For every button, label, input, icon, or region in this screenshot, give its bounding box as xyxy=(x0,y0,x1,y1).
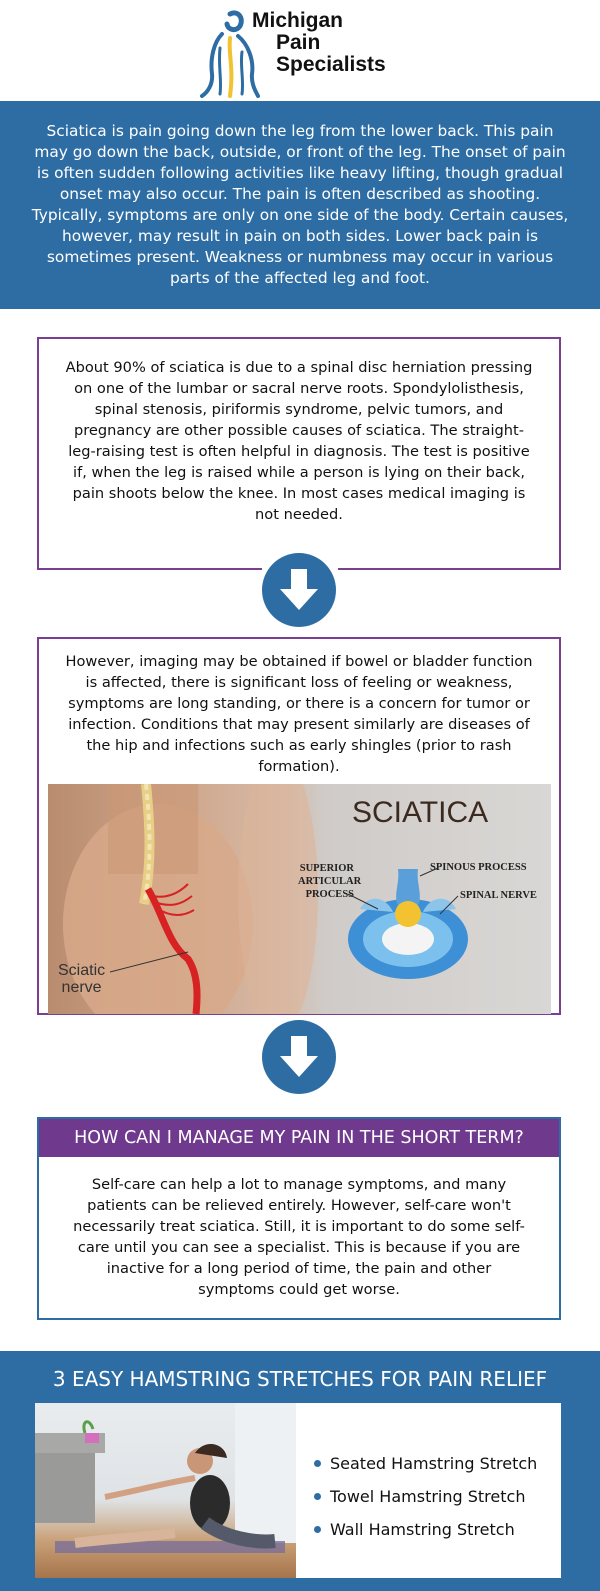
brand-logo xyxy=(200,8,420,100)
causes-text: About 90% of sciatica is due to a spinal disc herniation pressing on one of the lumbar or sacral nerve roots. Spondylolisthesis, spinal stenosis, piriformis syndrome, pelvic tumors, and pregnancy are other possible causes of sciatica. The straight-leg-raising test is often helpful in diagnosis. The test is positive if, when the leg is raised while a person is lying on their back, pain shoots below the knee. In most cases medical imaging is not needed. xyxy=(65,359,533,523)
label-spinous-process: SPINOUS PROCESS xyxy=(430,862,527,873)
list-item xyxy=(310,1513,537,1546)
illustration-title: SCIATICA xyxy=(352,796,489,829)
logo-wordmark xyxy=(252,10,386,76)
bullet-icon xyxy=(314,1526,321,1533)
sciatica-illustration xyxy=(48,784,551,1014)
stretch-item-label: Towel Hamstring Stretch xyxy=(330,1487,526,1506)
stretches-heading: 3 EASY HAMSTRING STRETCHES FOR PAIN RELIEF xyxy=(52,1367,548,1391)
label-process: PROCESS xyxy=(305,889,354,900)
stretches-section xyxy=(0,1351,600,1591)
stretches-list-panel xyxy=(296,1403,561,1578)
bullet-icon xyxy=(314,1460,321,1467)
label-superior-articular-process xyxy=(298,862,362,901)
label-superior: SUPERIOR xyxy=(299,863,354,874)
label-sciatic-line1: Sciatic xyxy=(58,962,106,979)
causes-box xyxy=(37,337,561,570)
stretching-woman-photo xyxy=(35,1403,296,1578)
intro-text: Sciatica is pain going down the leg from the lower back. This pain may go down the back, outside, or front of the leg. The onset of pain is often sudden following activities like heavy lifting, though gradual onset may also occur. The pain is often described as shooting. Typically, symptoms are only on one side of the body. Certain causes, however, may result in pain on both sides. Lower back pain is sometimes present. Weakness or numbness may occur in various parts of the affected leg and foot. xyxy=(31,122,569,287)
label-articular: ARTICULAR xyxy=(298,876,362,887)
manage-pain-box xyxy=(37,1117,561,1320)
stretch-item-label: Wall Hamstring Stretch xyxy=(330,1520,515,1539)
stretch-item-label: Seated Hamstring Stretch xyxy=(330,1454,538,1473)
arrow-down-icon xyxy=(262,553,336,627)
list-item xyxy=(310,1447,537,1480)
bullet-icon xyxy=(314,1493,321,1500)
label-sciatic-line2: nerve xyxy=(61,979,102,996)
logo-figure-icon xyxy=(200,8,260,100)
manage-pain-heading: HOW CAN I MANAGE MY PAIN IN THE SHORT TERM? xyxy=(39,1119,559,1157)
logo-line3: Specialists xyxy=(276,53,386,76)
label-spinal-nerve: SPINAL NERVE xyxy=(460,890,537,901)
intro-section xyxy=(0,101,600,309)
label-sciatic-nerve xyxy=(58,962,105,996)
logo-line1: Michigan xyxy=(252,9,344,32)
logo-line2: Pain xyxy=(276,31,321,54)
imaging-text: However, imaging may be obtained if bowel or bladder function is affected, there is significant loss of feeling or weakness, symptoms are long standing, or there is a concern for tumor or infection. Conditions that may present similarly are diseases of the hip and infections such as early shingles (prior to rash formation). xyxy=(65,653,533,775)
stretches-list xyxy=(310,1447,537,1546)
arrow-down-icon xyxy=(262,1020,336,1094)
list-item xyxy=(310,1480,537,1513)
manage-pain-text: Self-care can help a lot to manage symptoms, and many patients can be relieved entirely. However, self-care won't necessarily treat sciatica. Still, it is important to do some self-care until you can see a specialist. This is because if you are inactive for a long period of time, the pain and other symptoms could get worse. xyxy=(73,1176,525,1298)
